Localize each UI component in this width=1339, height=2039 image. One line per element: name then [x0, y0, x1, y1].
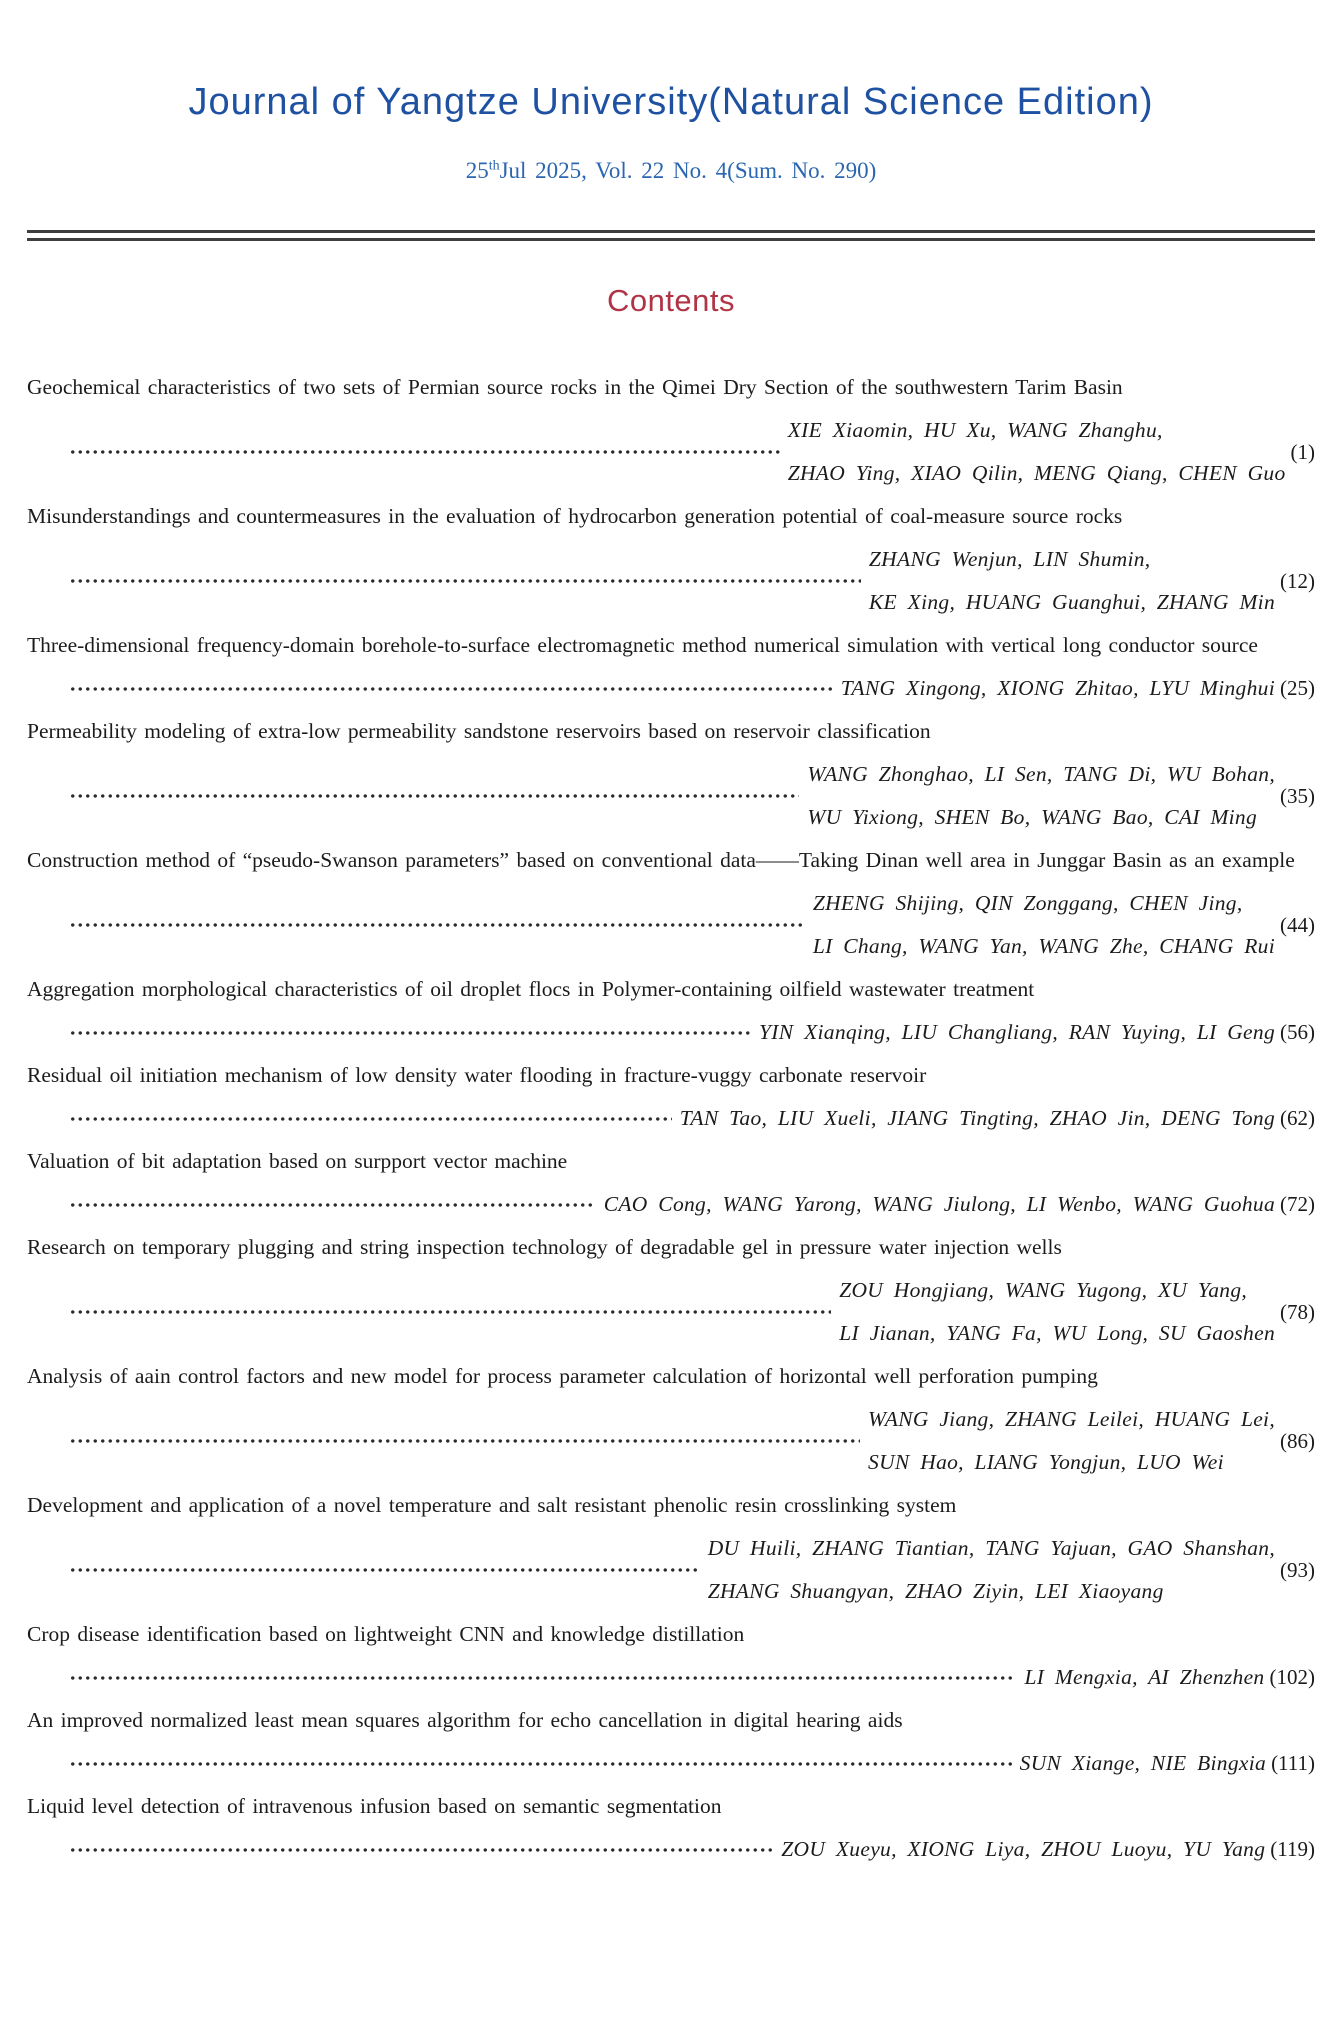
toc-entry — [27, 1785, 1315, 1871]
entry-authors — [868, 1398, 1275, 1484]
entry-page-number: (1) — [1290, 439, 1315, 464]
entry-authors — [604, 1183, 1275, 1226]
dot-leader — [69, 1116, 672, 1122]
dot-leader — [69, 1847, 773, 1853]
dot-leader — [69, 1675, 1016, 1681]
author-line: WU Yixiong, SHEN Bo, WANG Bao, CAI Ming — [807, 805, 1258, 829]
author-line: TAN Tao, LIU Xueli, JIANG Tingting, ZHAO Jin, DENG Tong — [679, 1106, 1275, 1130]
entry-title: Misunderstandings and countermeasures in the evaluation of hydrocarbon generation potential of coal-measure source rocks — [27, 504, 1123, 528]
dot-leader — [69, 1438, 860, 1444]
toc-entry — [27, 624, 1315, 710]
entry-title: Liquid level detection of intravenous infusion based on semantic segmentation — [27, 1794, 722, 1818]
entry-authors — [1020, 1742, 1266, 1785]
entry-authors — [680, 1097, 1275, 1140]
entry-authors — [708, 1527, 1275, 1613]
entry-byline — [27, 1183, 1315, 1226]
dot-leader — [69, 578, 861, 584]
entry-authors — [788, 409, 1286, 495]
toc-entry — [27, 366, 1315, 495]
author-line: TANG Xingong, XIONG Zhitao, LYU Minghui — [840, 676, 1275, 700]
dot-leader — [69, 1567, 700, 1573]
toc-entry — [27, 710, 1315, 839]
header-double-rule — [27, 230, 1315, 241]
entry-title: Research on temporary plugging and string inspection technology of degradable gel in pressure water injection wells — [27, 1235, 1062, 1259]
entry-page-number: (25) — [1280, 676, 1315, 700]
author-line: DU Huili, ZHANG Tiantian, TANG Yajuan, GAO Shanshan, — [707, 1536, 1275, 1560]
toc-entries-list — [27, 366, 1315, 1871]
journal-title: Journal of Yangtze University(Natural Science Edition) — [188, 81, 1154, 123]
author-line: SUN Hao, LIANG Yongjun, LUO Wei — [868, 1450, 1224, 1474]
entry-byline — [27, 1742, 1315, 1785]
entry-byline — [27, 1269, 1315, 1355]
entry-authors — [781, 1828, 1265, 1871]
toc-entry — [27, 1054, 1315, 1140]
entry-title: Aggregation morphological characteristics of oil droplet flocs in Polymer-containing oilfield wastewater treatment — [27, 977, 1035, 1001]
entry-byline — [27, 1398, 1315, 1484]
contents-heading: Contents — [606, 283, 736, 318]
entry-page-number: (111) — [1271, 1751, 1315, 1775]
entry-byline — [27, 1828, 1315, 1871]
entry-authors — [807, 753, 1275, 839]
dot-leader — [69, 1309, 831, 1315]
entry-byline — [27, 1097, 1315, 1140]
dot-leader — [69, 793, 799, 799]
entry-authors — [839, 1269, 1275, 1355]
entry-byline — [27, 753, 1315, 839]
dot-leader — [69, 922, 805, 928]
author-line: LI Mengxia, AI Zhenzhen — [1024, 1665, 1265, 1689]
entry-byline — [27, 1656, 1315, 1699]
entry-byline — [27, 1527, 1315, 1613]
entry-title: An improved normalized least mean squares algorithm for echo cancellation in digital hearing aids — [27, 1708, 903, 1732]
author-line: WANG Zhonghao, LI Sen, TANG Di, WU Bohan, — [807, 762, 1275, 786]
entry-byline — [27, 882, 1315, 968]
entry-page-number: (62) — [1280, 1106, 1315, 1130]
issue-rest: Jul 2025, Vol. 22 No. 4(Sum. No. 290) — [499, 158, 877, 183]
entry-authors — [869, 538, 1275, 624]
toc-entry — [27, 839, 1315, 968]
entry-title: Residual oil initiation mechanism of low density water flooding in fracture-vuggy carbonate reservoir — [27, 1063, 927, 1087]
entry-title: Construction method of “pseudo-Swanson parameters” based on conventional data——Taking Dinan well area in Junggar Basin as an example — [27, 848, 1295, 872]
author-line: CAO Cong, WANG Yarong, WANG Jiulong, LI Wenbo, WANG Guohua — [603, 1192, 1275, 1216]
author-line: YIN Xianqing, LIU Changliang, RAN Yuying, LI Geng — [759, 1020, 1275, 1044]
entry-page-number: (72) — [1280, 1192, 1315, 1216]
entry-page-number: (44) — [1280, 912, 1315, 937]
author-line: XIE Xiaomin, HU Xu, WANG Zhanghu, — [787, 418, 1163, 442]
entry-title: Analysis of aain control factors and new model for process parameter calculation of horizontal well perforation pumping — [27, 1364, 1098, 1388]
entry-byline — [27, 1011, 1315, 1054]
entry-authors — [841, 667, 1275, 710]
entry-page-number: (93) — [1280, 1557, 1315, 1582]
entry-authors — [759, 1011, 1275, 1054]
dot-leader — [69, 686, 833, 692]
issue-day-suffix: th — [488, 158, 500, 174]
toc-entry — [27, 1355, 1315, 1484]
page-header — [27, 0, 1315, 186]
dot-leader — [69, 1030, 751, 1036]
dot-leader — [69, 449, 780, 455]
author-line: ZOU Hongjiang, WANG Yugong, XU Yang, — [839, 1278, 1248, 1302]
author-line: LI Jianan, YANG Fa, WU Long, SU Gaoshen — [839, 1321, 1275, 1345]
entry-page-number: (35) — [1280, 783, 1315, 808]
entry-title: Development and application of a novel temperature and salt resistant phenolic resin crosslinking system — [27, 1493, 957, 1517]
author-line: LI Chang, WANG Yan, WANG Zhe, CHANG Rui — [812, 934, 1275, 958]
entry-title: Three-dimensional frequency-domain borehole-to-surface electromagnetic method numerical simulation with vertical long conductor source — [27, 633, 1258, 657]
toc-entry — [27, 495, 1315, 624]
entry-byline — [27, 538, 1315, 624]
entry-page-number: (86) — [1280, 1428, 1315, 1453]
author-line: ZOU Xueyu, XIONG Liya, ZHOU Luoyu, YU Yang — [781, 1837, 1266, 1861]
toc-entry — [27, 1613, 1315, 1699]
entry-page-number: (119) — [1270, 1837, 1315, 1861]
author-line: ZHANG Wenjun, LIN Shumin, — [868, 547, 1151, 571]
entry-authors — [813, 882, 1275, 968]
author-line: ZHENG Shijing, QIN Zonggang, CHEN Jing, — [812, 891, 1243, 915]
author-line: KE Xing, HUANG Guanghui, ZHANG Min — [868, 590, 1275, 614]
issue-line — [27, 156, 1315, 186]
entry-title: Geochemical characteristics of two sets of Permian source rocks in the Qimei Dry Section of the southwestern Tarim Basin — [27, 375, 1123, 399]
author-line: WANG Jiang, ZHANG Leilei, HUANG Lei, — [868, 1407, 1275, 1431]
toc-entry — [27, 1140, 1315, 1226]
toc-entry — [27, 1699, 1315, 1785]
entry-title: Crop disease identification based on lightweight CNN and knowledge distillation — [27, 1622, 745, 1646]
issue-day: 25 — [465, 158, 489, 183]
toc-entry — [27, 968, 1315, 1054]
entry-page-number: (12) — [1280, 568, 1315, 593]
entry-byline — [27, 409, 1315, 495]
dot-leader — [69, 1761, 1012, 1767]
author-line: ZHAO Ying, XIAO Qilin, MENG Qiang, CHEN Guo — [787, 461, 1286, 485]
toc-entry — [27, 1226, 1315, 1355]
entry-title: Permeability modeling of extra-low permeability sandstone reservoirs based on reservoir classification — [27, 719, 931, 743]
author-line: SUN Xiange, NIE Bingxia — [1019, 1751, 1267, 1775]
entry-title: Valuation of bit adaptation based on surpport vector machine — [27, 1149, 568, 1173]
entry-page-number: (102) — [1269, 1665, 1315, 1689]
entry-authors — [1024, 1656, 1264, 1699]
entry-page-number: (78) — [1280, 1299, 1315, 1324]
entry-byline — [27, 667, 1315, 710]
toc-entry — [27, 1484, 1315, 1613]
dot-leader — [69, 1202, 596, 1208]
author-line: ZHANG Shuangyan, ZHAO Ziyin, LEI Xiaoyang — [707, 1579, 1164, 1603]
entry-page-number: (56) — [1280, 1020, 1315, 1044]
